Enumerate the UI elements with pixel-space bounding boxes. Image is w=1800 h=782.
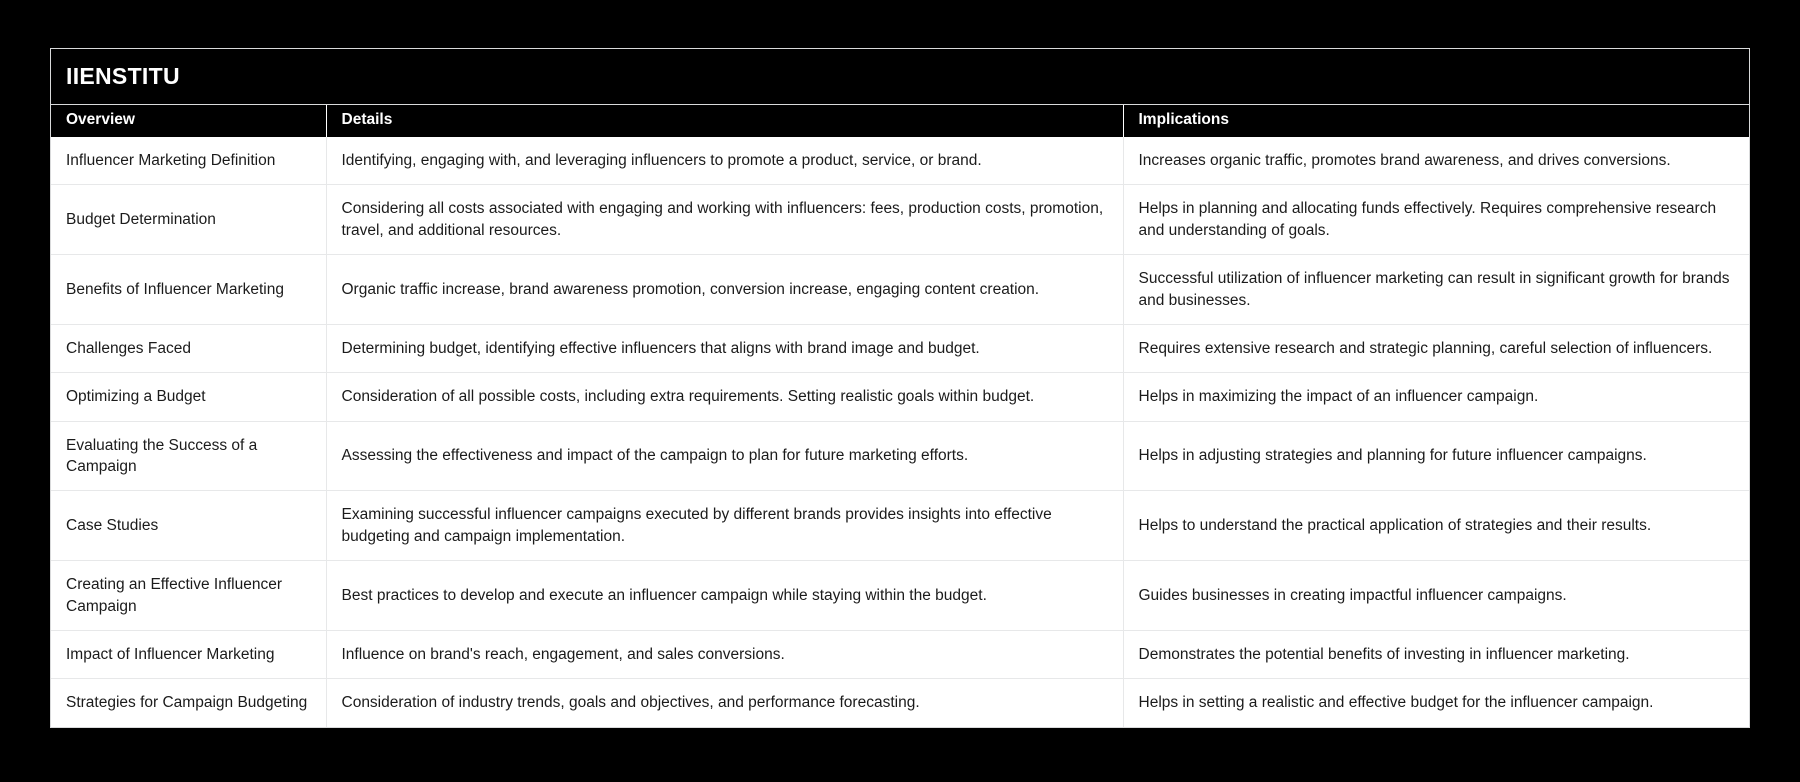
cell-details: Influence on brand's reach, engagement, and sales conversions. xyxy=(326,630,1123,678)
cell-details: Consideration of all possible costs, including extra requirements. Setting realistic goals within budget. xyxy=(326,373,1123,421)
brand-title: IIENSTITU xyxy=(66,63,180,89)
table-row xyxy=(51,255,1749,325)
cell-overview: Evaluating the Success of a Campaign xyxy=(51,421,326,491)
column-header-details[interactable]: Details xyxy=(326,105,1123,137)
cell-details: Determining budget, identifying effective influencers that aligns with brand image and budget. xyxy=(326,324,1123,372)
cell-overview: Creating an Effective Influencer Campaign xyxy=(51,561,326,631)
cell-details: Consideration of industry trends, goals and objectives, and performance forecasting. xyxy=(326,679,1123,727)
cell-overview: Benefits of Influencer Marketing xyxy=(51,255,326,325)
cell-details: Identifying, engaging with, and leveraging influencers to promote a product, service, or brand. xyxy=(326,137,1123,185)
cell-details: Best practices to develop and execute an influencer campaign while staying within the budget. xyxy=(326,561,1123,631)
table-row xyxy=(51,491,1749,561)
table-row xyxy=(51,561,1749,631)
table-row xyxy=(51,373,1749,421)
table-row xyxy=(51,185,1749,255)
cell-overview: Influencer Marketing Definition xyxy=(51,137,326,185)
cell-implications: Requires extensive research and strategic planning, careful selection of influencers. xyxy=(1123,324,1749,372)
cell-overview: Impact of Influencer Marketing xyxy=(51,630,326,678)
cell-overview: Budget Determination xyxy=(51,185,326,255)
cell-overview: Optimizing a Budget xyxy=(51,373,326,421)
cell-implications: Guides businesses in creating impactful influencer campaigns. xyxy=(1123,561,1749,631)
cell-overview: Case Studies xyxy=(51,491,326,561)
cell-details: Organic traffic increase, brand awareness promotion, conversion increase, engaging content creation. xyxy=(326,255,1123,325)
table-body xyxy=(51,137,1749,727)
cell-implications: Increases organic traffic, promotes brand awareness, and drives conversions. xyxy=(1138,152,1671,169)
column-header-implications[interactable]: Implications xyxy=(1123,105,1749,137)
column-header-overview[interactable]: Overview xyxy=(51,105,326,137)
table-header xyxy=(51,105,1749,137)
cell-implications: Helps in adjusting strategies and planning for future influencer campaigns. xyxy=(1123,421,1749,491)
table-row xyxy=(51,679,1749,727)
cell-overview: Strategies for Campaign Budgeting xyxy=(51,679,326,727)
cell-overview: Challenges Faced xyxy=(51,324,326,372)
cell-implications: Demonstrates the potential benefits of investing in influencer marketing. xyxy=(1123,630,1749,678)
table-row xyxy=(51,324,1749,372)
cell-details: Considering all costs associated with engaging and working with influencers: fees, production costs, promotion, travel, and additional resources. xyxy=(326,185,1123,255)
table-row xyxy=(51,137,1749,185)
cell-implications: Helps in planning and allocating funds effectively. Requires comprehensive research and understanding of goals. xyxy=(1123,185,1749,255)
content-card xyxy=(50,48,1750,728)
cell-implications: Helps in maximizing the impact of an influencer campaign. xyxy=(1123,373,1749,421)
table-row xyxy=(51,421,1749,491)
cell-implications: Helps to understand the practical application of strategies and their results. xyxy=(1123,491,1749,561)
cell-implications: Helps in setting a realistic and effective budget for the influencer campaign. xyxy=(1123,679,1749,727)
cell-implications: Successful utilization of influencer marketing can result in significant growth for brands and businesses. xyxy=(1123,255,1749,325)
comparison-table xyxy=(51,105,1749,727)
cell-details: Assessing the effectiveness and impact of the campaign to plan for future marketing efforts. xyxy=(326,421,1123,491)
brand-header xyxy=(51,49,1749,105)
cell-details: Examining successful influencer campaigns executed by different brands provides insights into effective budgeting and campaign implementation. xyxy=(326,491,1123,561)
table-header-row xyxy=(51,105,1749,137)
table-row xyxy=(51,630,1749,678)
